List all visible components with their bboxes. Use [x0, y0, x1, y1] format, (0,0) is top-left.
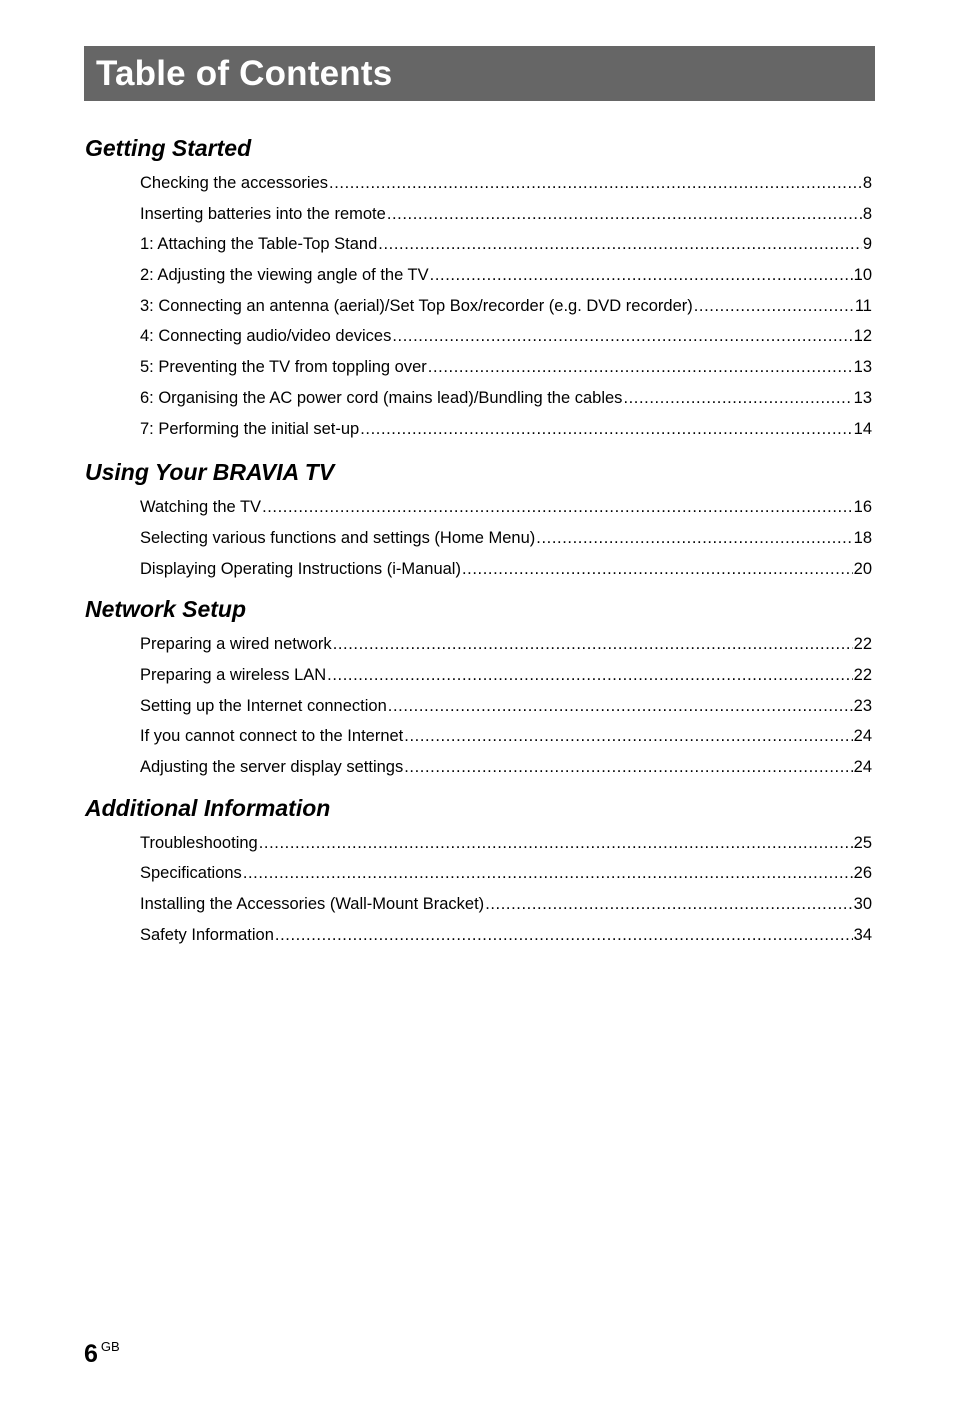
- dot-leader: [388, 691, 853, 722]
- toc-entry-label: Troubleshooting: [140, 833, 258, 852]
- dot-leader: [404, 721, 852, 752]
- toc-entry[interactable]: [140, 168, 872, 199]
- toc-entry-page: 20: [853, 559, 872, 578]
- dot-leader: [378, 229, 862, 260]
- toc-entry-list: [140, 629, 872, 782]
- page-footer: [84, 1340, 120, 1369]
- dot-leader: [485, 889, 852, 920]
- toc-entry-label: 4: Connecting audio/video devices: [140, 327, 392, 346]
- toc-section-additional-information: [84, 788, 875, 951]
- toc-entry-page: 23: [853, 696, 872, 715]
- toc-entry-page: 34: [853, 925, 872, 944]
- toc-entry-label: 1: Attaching the Table-Top Stand: [140, 235, 378, 254]
- toc-section-getting-started: [84, 128, 875, 444]
- toc-entry-page: 11: [854, 296, 872, 315]
- toc-entry[interactable]: [140, 858, 872, 889]
- dot-leader: [392, 321, 852, 352]
- toc-entry-label: Inserting batteries into the remote: [140, 204, 386, 223]
- page-title: Table of Contents: [96, 54, 393, 93]
- toc-entry-page: 24: [853, 727, 872, 746]
- toc-entry[interactable]: [140, 691, 872, 722]
- region-code: GB: [100, 1339, 120, 1354]
- section-heading: Using Your BRAVIA TV: [85, 459, 335, 486]
- toc-entry-label: Watching the TV: [140, 498, 262, 517]
- dot-leader: [536, 523, 852, 554]
- section-heading: Getting Started: [85, 135, 252, 161]
- toc-entry-page: 18: [853, 528, 872, 547]
- toc-entry-label: Checking the accessories: [140, 174, 329, 192]
- toc-entry-label: 7: Performing the initial set-up: [140, 419, 360, 438]
- page-number: 6: [84, 1340, 98, 1368]
- toc-section-using-your-bravia-tv: [84, 452, 875, 584]
- toc-entry-page: 9: [862, 235, 872, 254]
- table-of-contents: [84, 128, 875, 950]
- dot-leader: [360, 414, 852, 445]
- toc-entry-page: 22: [853, 635, 872, 654]
- toc-entry-label: 5: Preventing the TV from toppling over: [140, 358, 427, 377]
- toc-entry[interactable]: [140, 383, 872, 414]
- dot-leader: [387, 199, 862, 230]
- toc-entry[interactable]: [140, 291, 872, 322]
- toc-entry-list: [140, 168, 872, 444]
- toc-entry-label: Preparing a wireless LAN: [140, 665, 327, 684]
- dot-leader: [428, 352, 853, 383]
- toc-entry-label: Displaying Operating Instructions (i-Manual): [140, 559, 461, 578]
- dot-leader: [262, 492, 853, 523]
- toc-entry-page: 30: [853, 895, 872, 914]
- toc-entry-label: Selecting various functions and settings (Home Menu): [140, 528, 536, 547]
- toc-entry-label: Preparing a wired network: [140, 635, 332, 654]
- toc-entry[interactable]: [140, 414, 872, 445]
- section-heading: Additional Information: [85, 794, 331, 821]
- toc-entry[interactable]: [140, 260, 872, 291]
- toc-entry[interactable]: [140, 352, 872, 383]
- toc-entry-label: If you cannot connect to the Internet: [140, 727, 404, 746]
- toc-entry[interactable]: [140, 492, 872, 523]
- toc-entry[interactable]: [140, 523, 872, 554]
- dot-leader: [259, 828, 853, 859]
- dot-leader: [462, 554, 853, 585]
- toc-entry[interactable]: [140, 721, 872, 752]
- toc-entry-label: Adjusting the server display settings: [140, 758, 404, 776]
- toc-entry-label: Specifications: [140, 864, 242, 883]
- toc-entry-label: 2: Adjusting the viewing angle of the TV: [140, 266, 429, 285]
- toc-entry[interactable]: [140, 920, 872, 951]
- toc-entry-label: 3: Connecting an antenna (aerial)/Set Top Box/recorder (e.g. DVD recorder): [140, 296, 693, 315]
- dot-leader: [275, 920, 853, 951]
- title-bar: [84, 46, 875, 101]
- toc-entry-page: 12: [853, 327, 872, 346]
- toc-entry-page: 13: [853, 358, 872, 377]
- toc-entry[interactable]: [140, 229, 872, 260]
- toc-entry-page: 10: [853, 266, 872, 285]
- toc-entry[interactable]: [140, 554, 872, 585]
- toc-entry[interactable]: [140, 752, 872, 783]
- dot-leader: [694, 291, 854, 322]
- toc-entry-page: 14: [853, 419, 872, 438]
- toc-entry-page: 25: [853, 833, 872, 852]
- toc-entry-page: 8: [862, 174, 872, 192]
- toc-entry[interactable]: [140, 199, 872, 230]
- toc-entry-page: 8: [862, 204, 872, 223]
- toc-entry-page: 26: [853, 864, 872, 883]
- toc-entry-list: [140, 492, 872, 584]
- dot-leader: [327, 660, 852, 691]
- toc-entry[interactable]: [140, 629, 872, 660]
- section-heading: Network Setup: [85, 596, 247, 623]
- dot-leader: [430, 260, 853, 291]
- dot-leader: [243, 858, 853, 889]
- dot-leader: [404, 752, 852, 783]
- toc-entry-list: [140, 828, 872, 951]
- toc-entry-label: 6: Organising the AC power cord (mains lead)/Bundling the cables: [140, 388, 623, 407]
- toc-entry-label: Safety Information: [140, 925, 274, 944]
- toc-entry-label: Installing the Accessories (Wall-Mount Bracket): [140, 895, 485, 914]
- toc-entry[interactable]: [140, 828, 872, 859]
- dot-leader: [329, 168, 862, 199]
- toc-entry[interactable]: [140, 321, 872, 352]
- dot-leader: [333, 629, 853, 660]
- toc-entry-page: 24: [853, 758, 872, 776]
- dot-leader: [623, 383, 852, 414]
- toc-entry-page: 16: [853, 498, 872, 517]
- toc-section-network-setup: [84, 589, 875, 782]
- toc-entry-page: 13: [853, 388, 872, 407]
- toc-entry[interactable]: [140, 660, 872, 691]
- toc-entry[interactable]: [140, 889, 872, 920]
- toc-entry-label: Setting up the Internet connection: [140, 696, 387, 715]
- toc-entry-page: 22: [853, 665, 872, 684]
